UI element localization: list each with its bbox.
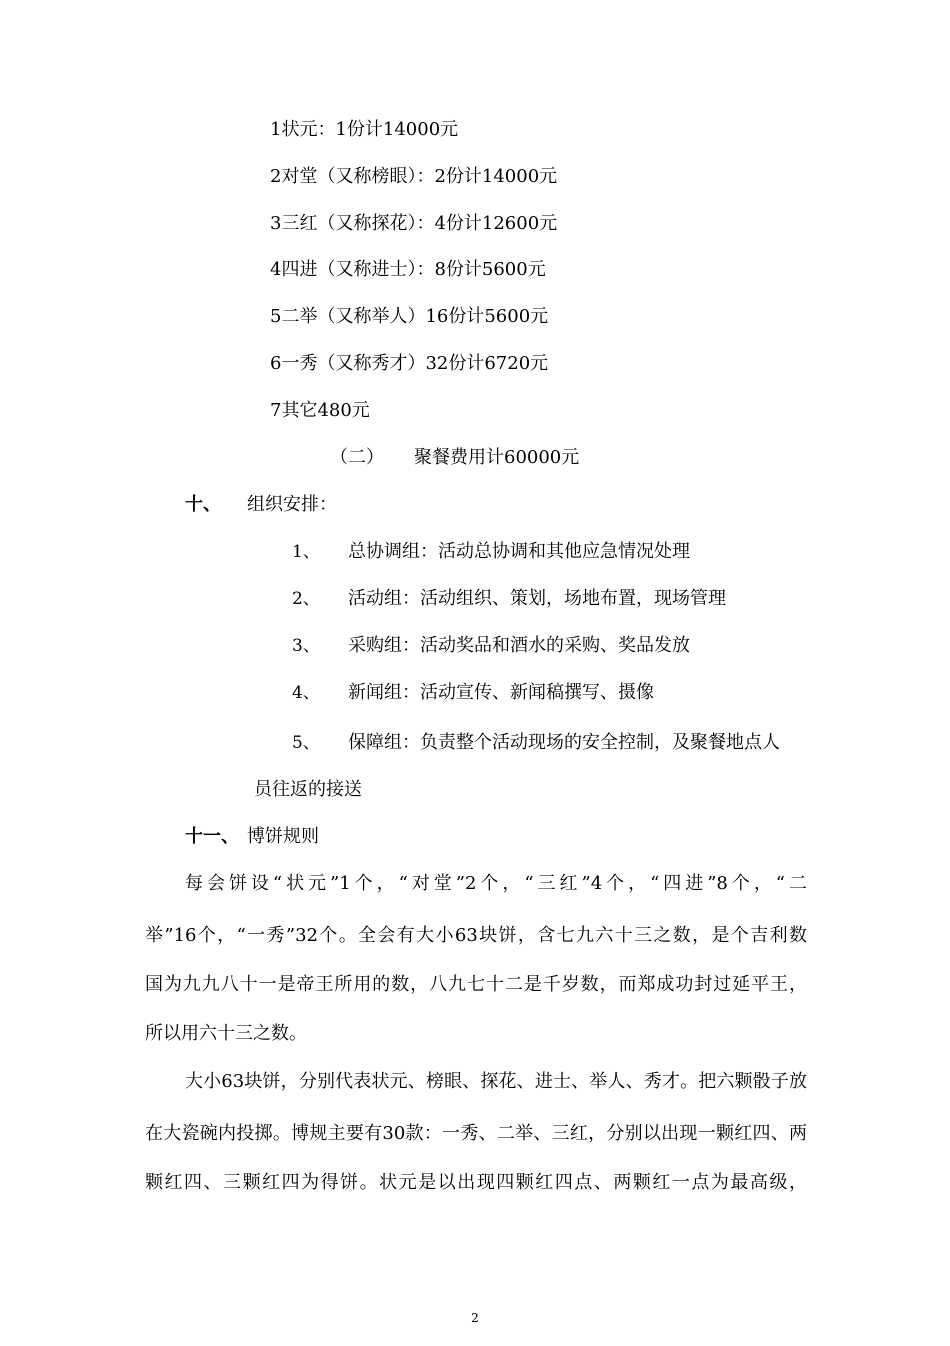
section-ten-title: 组织安排： bbox=[247, 494, 337, 515]
org-group-3-text: 采购组：活动奖品和酒水的采购、奖品发放 bbox=[348, 635, 690, 656]
paragraph1-line-4: 所以用六十三之数。 bbox=[145, 1023, 307, 1044]
dinner-text: 聚餐费用计60000元 bbox=[414, 447, 580, 468]
org-group-5-text: 保障组：负责整个活动现场的安全控制，及聚餐地点人 bbox=[348, 732, 780, 753]
org-group-1-text: 总协调组：活动总协调和其他应急情况处理 bbox=[348, 541, 690, 562]
paragraph1-line-2: 举”16个，“一秀”32个。全会有大小63块饼，含七九六十三之数，是个吉利数 bbox=[145, 925, 807, 946]
section-eleven-title: 博饼规则 bbox=[247, 826, 319, 847]
org-group-5-continued: 员往返的接送 bbox=[254, 779, 362, 800]
page-number: 2 bbox=[471, 1311, 479, 1325]
prize-item-1: 1状元：1份计14000元 bbox=[270, 119, 459, 140]
paragraph1-line-3: 国为九九八十一是帝王所用的数，八九七十二是千岁数，而郑成功封过延平王， bbox=[145, 974, 807, 995]
org-group-1-number: 1、 bbox=[292, 542, 320, 562]
org-group-3-number: 3、 bbox=[292, 636, 320, 656]
prize-item-4: 4四进（又称进士）：8份计5600元 bbox=[270, 259, 546, 280]
org-group-2-number: 2、 bbox=[292, 589, 320, 609]
paragraph2-line-1: 大小63块饼，分别代表状元、榜眼、探花、进士、举人、秀才。把六颗骰子放 bbox=[185, 1071, 807, 1092]
dinner-label: （二） bbox=[330, 447, 384, 468]
org-group-4-number: 4、 bbox=[292, 683, 320, 703]
section-ten-number: 十、 bbox=[185, 494, 221, 515]
org-group-2-text: 活动组：活动组织、策划，场地布置，现场管理 bbox=[348, 588, 726, 609]
prize-item-3: 3三红（又称探花）：4份计12600元 bbox=[270, 213, 558, 234]
paragraph1-line-1: 每会饼设“状元”1个，“对堂”2个，“三红”4个，“四进”8个，“二 bbox=[185, 873, 807, 894]
section-eleven-number: 十一、 bbox=[185, 826, 239, 847]
prize-item-2: 2对堂（又称榜眼）：2份计14000元 bbox=[270, 166, 558, 187]
paragraph2-line-2: 在大瓷碗内投掷。博规主要有30款：一秀、二举、三红，分别以出现一颗红四、两 bbox=[145, 1123, 807, 1144]
prize-item-6: 6一秀（又称秀才）32份计6720元 bbox=[270, 353, 549, 374]
paragraph2-line-3: 颗红四、三颗红四为得饼。状元是以出现四颗红四点、两颗红一点为最高级， bbox=[145, 1172, 807, 1193]
org-group-5-number: 5、 bbox=[292, 733, 320, 753]
prize-item-7: 7其它480元 bbox=[270, 400, 370, 421]
prize-item-5: 5二举（又称举人）16份计5600元 bbox=[270, 306, 549, 327]
org-group-4-text: 新闻组：活动宣传、新闻稿撰写、摄像 bbox=[348, 682, 654, 703]
